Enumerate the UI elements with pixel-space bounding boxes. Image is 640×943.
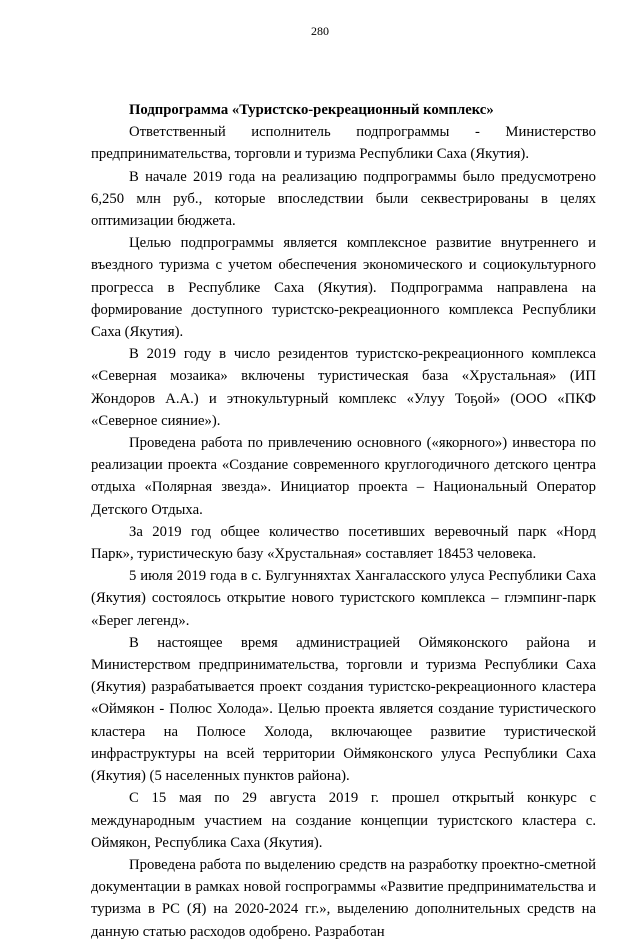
section-heading: Подпрограмма «Туристско-рекреационный комплекс» bbox=[129, 102, 494, 118]
paragraph: В 2019 году в число резидентов туристско-рекреационного комплекса «Северная мозаика» включены туристическая база «Хрустальная» (ИП Жондоров А.А.) и этнокультурный комплекс «Улуу Тоҕой» (ООО «ПКФ «Северное сияние»). bbox=[91, 346, 596, 429]
document-body bbox=[91, 99, 596, 943]
paragraph: За 2019 год общее количество посетивших веревочный парк «Норд Парк», туристическую базу «Хрустальная» составляет 18453 человека. bbox=[91, 523, 596, 563]
paragraph: В начале 2019 года на реализацию подпрограммы было предусмотрено 6,250 млн руб., которые впоследствии были секвестрированы в целях оптимизации бюджета. bbox=[91, 168, 596, 230]
paragraph: С 15 мая по 29 августа 2019 г. прошел открытый конкурс с международным участием на создание концепции туристского кластера с. Оймякон, Республика Саха (Якутия). bbox=[91, 790, 596, 851]
paragraph: 5 июля 2019 года в с. Булгунняхтах Хангаласского улуса Республики Саха (Якутия) состоялось открытие нового туристского комплекса – глэмпинг-парк «Берег легенд». bbox=[91, 568, 596, 629]
paragraph: В настоящее время администрацией Оймяконского района и Министерством предпринимательства, торговли и туризма Республики Саха (Якутия) разрабатывается проект создания туристско-рекреационного кластера «Оймякон - Полюс Холода». Целью проекта является создание туристического кластера на Полюсе Холода, включающее развитие туристической инфраструктуры на всей территории Оймяконского улуса Республики Саха (Якутия) (5 населенных пунктов района). bbox=[91, 634, 596, 785]
paragraph: Проведена работа по привлечению основного («якорного») инвестора по реализации проекта «Создание современного круглогодичного детского центра отдыха «Полярная звезда». Инициатор проекта – Национальный Оператор Детского Отдыха. bbox=[91, 435, 596, 518]
paragraph: Проведена работа по выделению средств на разработку проектно-сметной документации в рамках новой госпрограммы «Развитие предпринимательства и туризма в РС (Я) на 2020-2024 гг.», выделению дополнительных средств на данную статью расходов одобрено. Разработан bbox=[91, 856, 596, 940]
paragraph: Целью подпрограммы является комплексное развитие внутреннего и въездного туризма с учетом обеспечения экономического и социокультурного прогресса в Республике Саха (Якутия). Подпрограмма направлена на формирование доступного туристско-рекреационного комплекса Республики Саха (Якутия). bbox=[91, 235, 596, 341]
paragraph: Ответственный исполнитель подпрограммы - Министерство предпринимательства, торговли и туризма Республики Саха (Якутия). bbox=[91, 124, 596, 163]
page-number: 280 bbox=[311, 24, 329, 38]
